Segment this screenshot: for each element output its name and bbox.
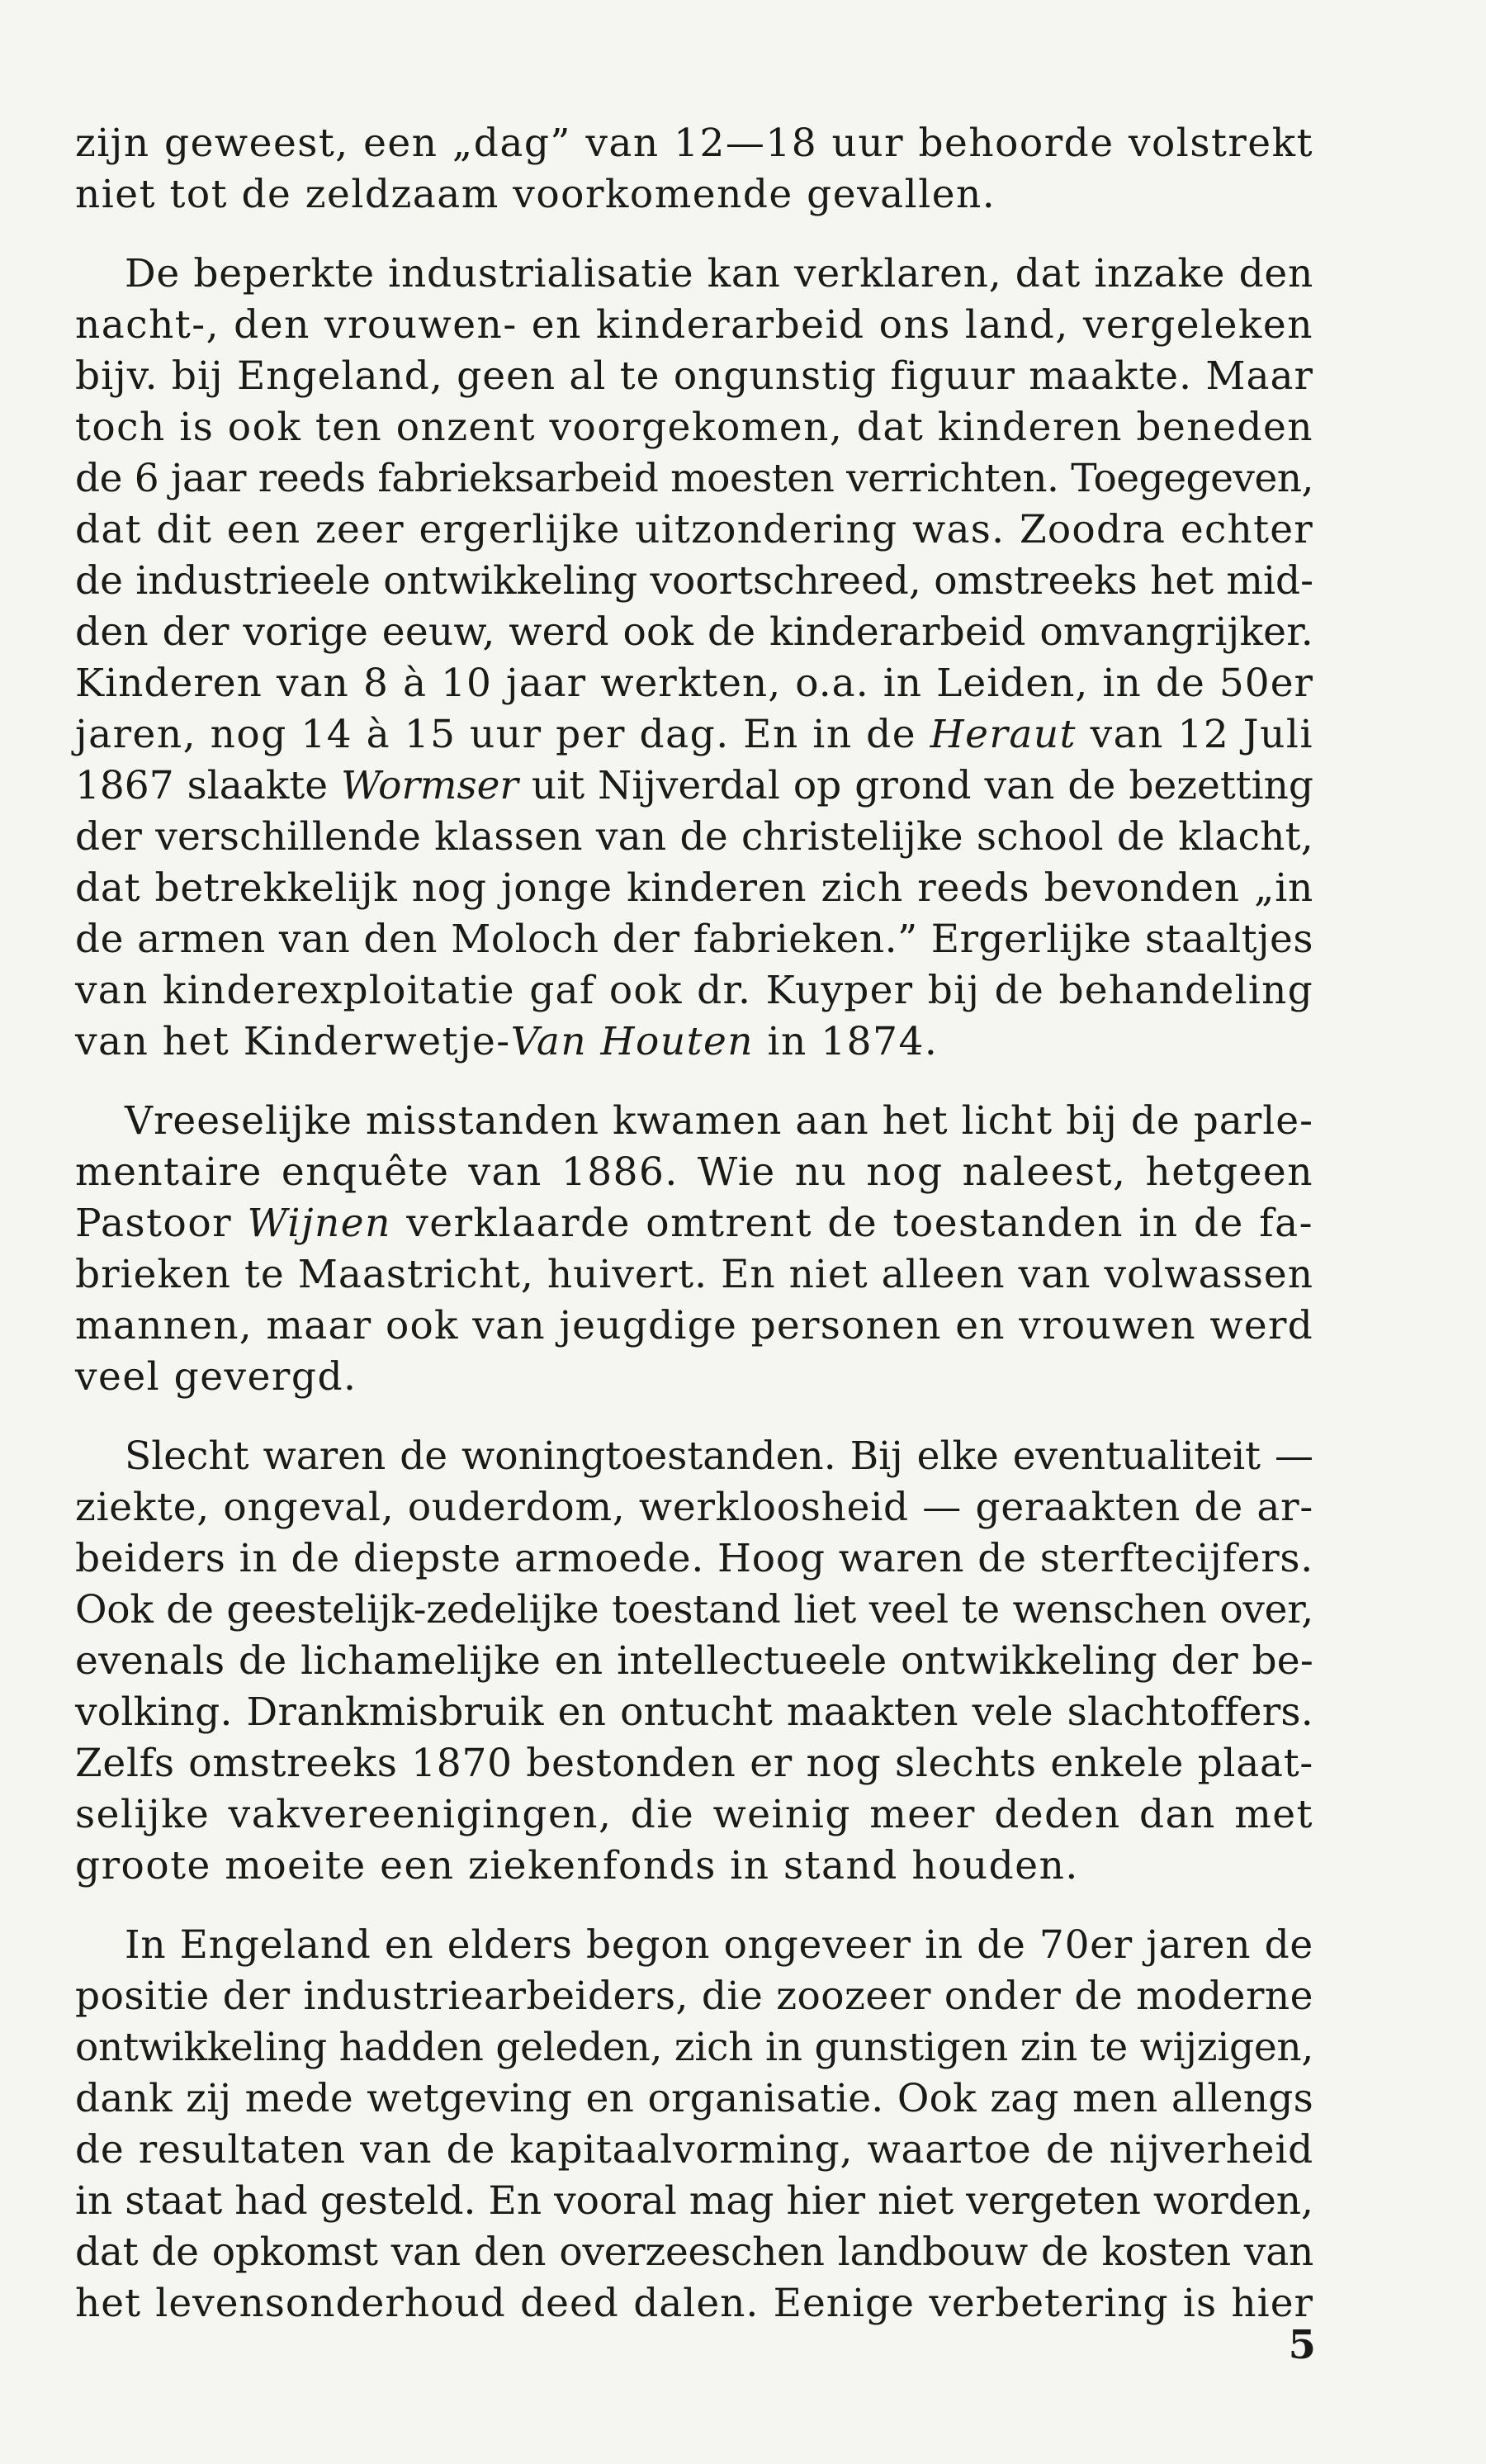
text-line: De beperkte industrialisatie kan verklaren, dat inzake den [125,251,1313,296]
text-line: bijv. bij Engeland, geen al te ongunstig figuur maakte. Maar [75,353,1313,399]
text-line: ontwikkeling hadden geleden, zich in gunstigen zin te wijzigen, [75,2025,1314,2070]
text-line [75,1198,1313,1249]
text-line: dat de opkomst van den overzeeschen landbouw de kosten van [75,2229,1313,2275]
text-run: 1867 slaakte [75,763,342,808]
text-line: het levensonderhoud deed dalen. Eenige verbetering is hier [75,2281,1313,2326]
body-text [75,118,1313,2329]
text-line: de resultaten van de kapitaalvorming, waartoe de nijverheid [75,2127,1313,2173]
text-line: mentaire enquête van 1886. Wie nu nog naleest, hetgeen [75,1149,1313,1195]
text-line: der verschillende klassen van de christelijke school de klacht, [75,814,1313,860]
paragraph [75,249,1313,1068]
text-line: beiders in de diepste armoede. Hoog waren de sterftecijfers. [75,1536,1313,1581]
text-line: Ook de geestelijk-zedelijke toestand liet veel te wenschen over, [75,1587,1313,1632]
text-line: Zelfs omstreeks 1870 bestonden er nog slechts enkele plaat- [75,1741,1313,1786]
text-line: volking. Drankmisbruik en ontucht maakten vele slachtoffers. [75,1689,1313,1735]
text-line: de 6 jaar reeds fabrieksarbeid moesten verrichten. Toegegeven, [75,456,1313,501]
text-line: in staat had gesteld. En vooral mag hier niet vergeten worden, [75,2178,1313,2224]
text-run: Pastoor [75,1201,248,1246]
text-run: van het Kinderwetje- [75,1019,511,1064]
text-line: dat dit een zeer ergerlijke uitzondering was. Zoodra echter [75,507,1313,552]
italic-title: Heraut [930,712,1077,757]
page-number: 5 [1288,2322,1316,2368]
text-line: mannen, maar ook van jeugdige personen en vrouwen werd [75,1303,1313,1348]
text-line: positie der industriearbeiders, die zoozeer onder de moderne [75,1974,1313,2019]
text-run: jaren, nog 14 à 15 uur per dag. En in de [75,712,930,757]
italic-name: Wijnen [247,1201,391,1246]
italic-name: Wormser [341,763,518,808]
paragraph [75,1096,1313,1403]
text-run: van 12 Juli [1077,712,1313,757]
text-line: brieken te Maastricht, huivert. En niet alleen van volwassen [75,1252,1313,1297]
text-line: Slecht waren de woningtoestanden. Bij elke eventualiteit — [125,1433,1313,1479]
text-run: verklaarde omtrent de toestanden in de fa- [390,1201,1313,1246]
text-line: niet tot de zeldzaam voorkomende gevallen. [75,172,996,217]
text-run: uit Nijverdal op grond van de bezetting [518,763,1313,808]
text-line: dank zij mede wetgeving en organisatie. Ook zag men allengs [75,2076,1313,2121]
text-line: In Engeland en elders begon ongeveer in de 70er jaren de [125,1922,1313,1968]
text-line: veel gevergd. [75,1354,357,1400]
text-run: in 1874. [754,1019,939,1064]
text-line: dat betrekkelijk nog jonge kinderen zich reeds bevonden „in [75,865,1313,911]
text-line: zijn geweest, een „dag” van 12—18 uur behoorde volstrekt [75,121,1313,166]
paragraph [75,118,1313,220]
text-line: van kinderexploitatie gaf ook dr. Kuyper bij de behandeling [75,968,1313,1013]
text-line: de armen van den Moloch der fabrieken.” Ergerlijke staaltjes [75,917,1313,962]
text-line: ziekte, ongeval, ouderdom, werkloosheid — geraakten de ar- [75,1485,1313,1530]
text-line [75,709,1313,761]
text-line: selijke vakvereenigingen, die weinig meer deden dan met [75,1792,1313,1837]
text-line [75,761,1313,812]
text-line: Kinderen van 8 à 10 jaar werkten, o.a. in Leiden, in de 50er [75,661,1313,706]
paragraph [75,1920,1313,2329]
text-line: toch is ook ten onzent voorgekomen, dat kinderen beneden [75,405,1314,450]
italic-name: Van Houten [510,1019,755,1064]
text-line: evenals de lichamelijke en intellectueele ontwikkeling der be- [75,1638,1313,1684]
text-line: Vreeselijke misstanden kwamen aan het licht bij de parle- [125,1098,1313,1144]
text-line: den der vorige eeuw, werd ook de kinderarbeid omvangrijker. [75,609,1313,655]
text-line [75,1016,1313,1068]
paragraph [75,1431,1313,1892]
text-line: nacht-, den vrouwen- en kinderarbeid ons land, vergeleken [75,302,1313,348]
text-line: groote moeite een ziekenfonds in stand houden. [75,1843,1079,1888]
text-line: de industrieele ontwikkeling voortschreed, omstreeks het mid- [75,558,1313,604]
